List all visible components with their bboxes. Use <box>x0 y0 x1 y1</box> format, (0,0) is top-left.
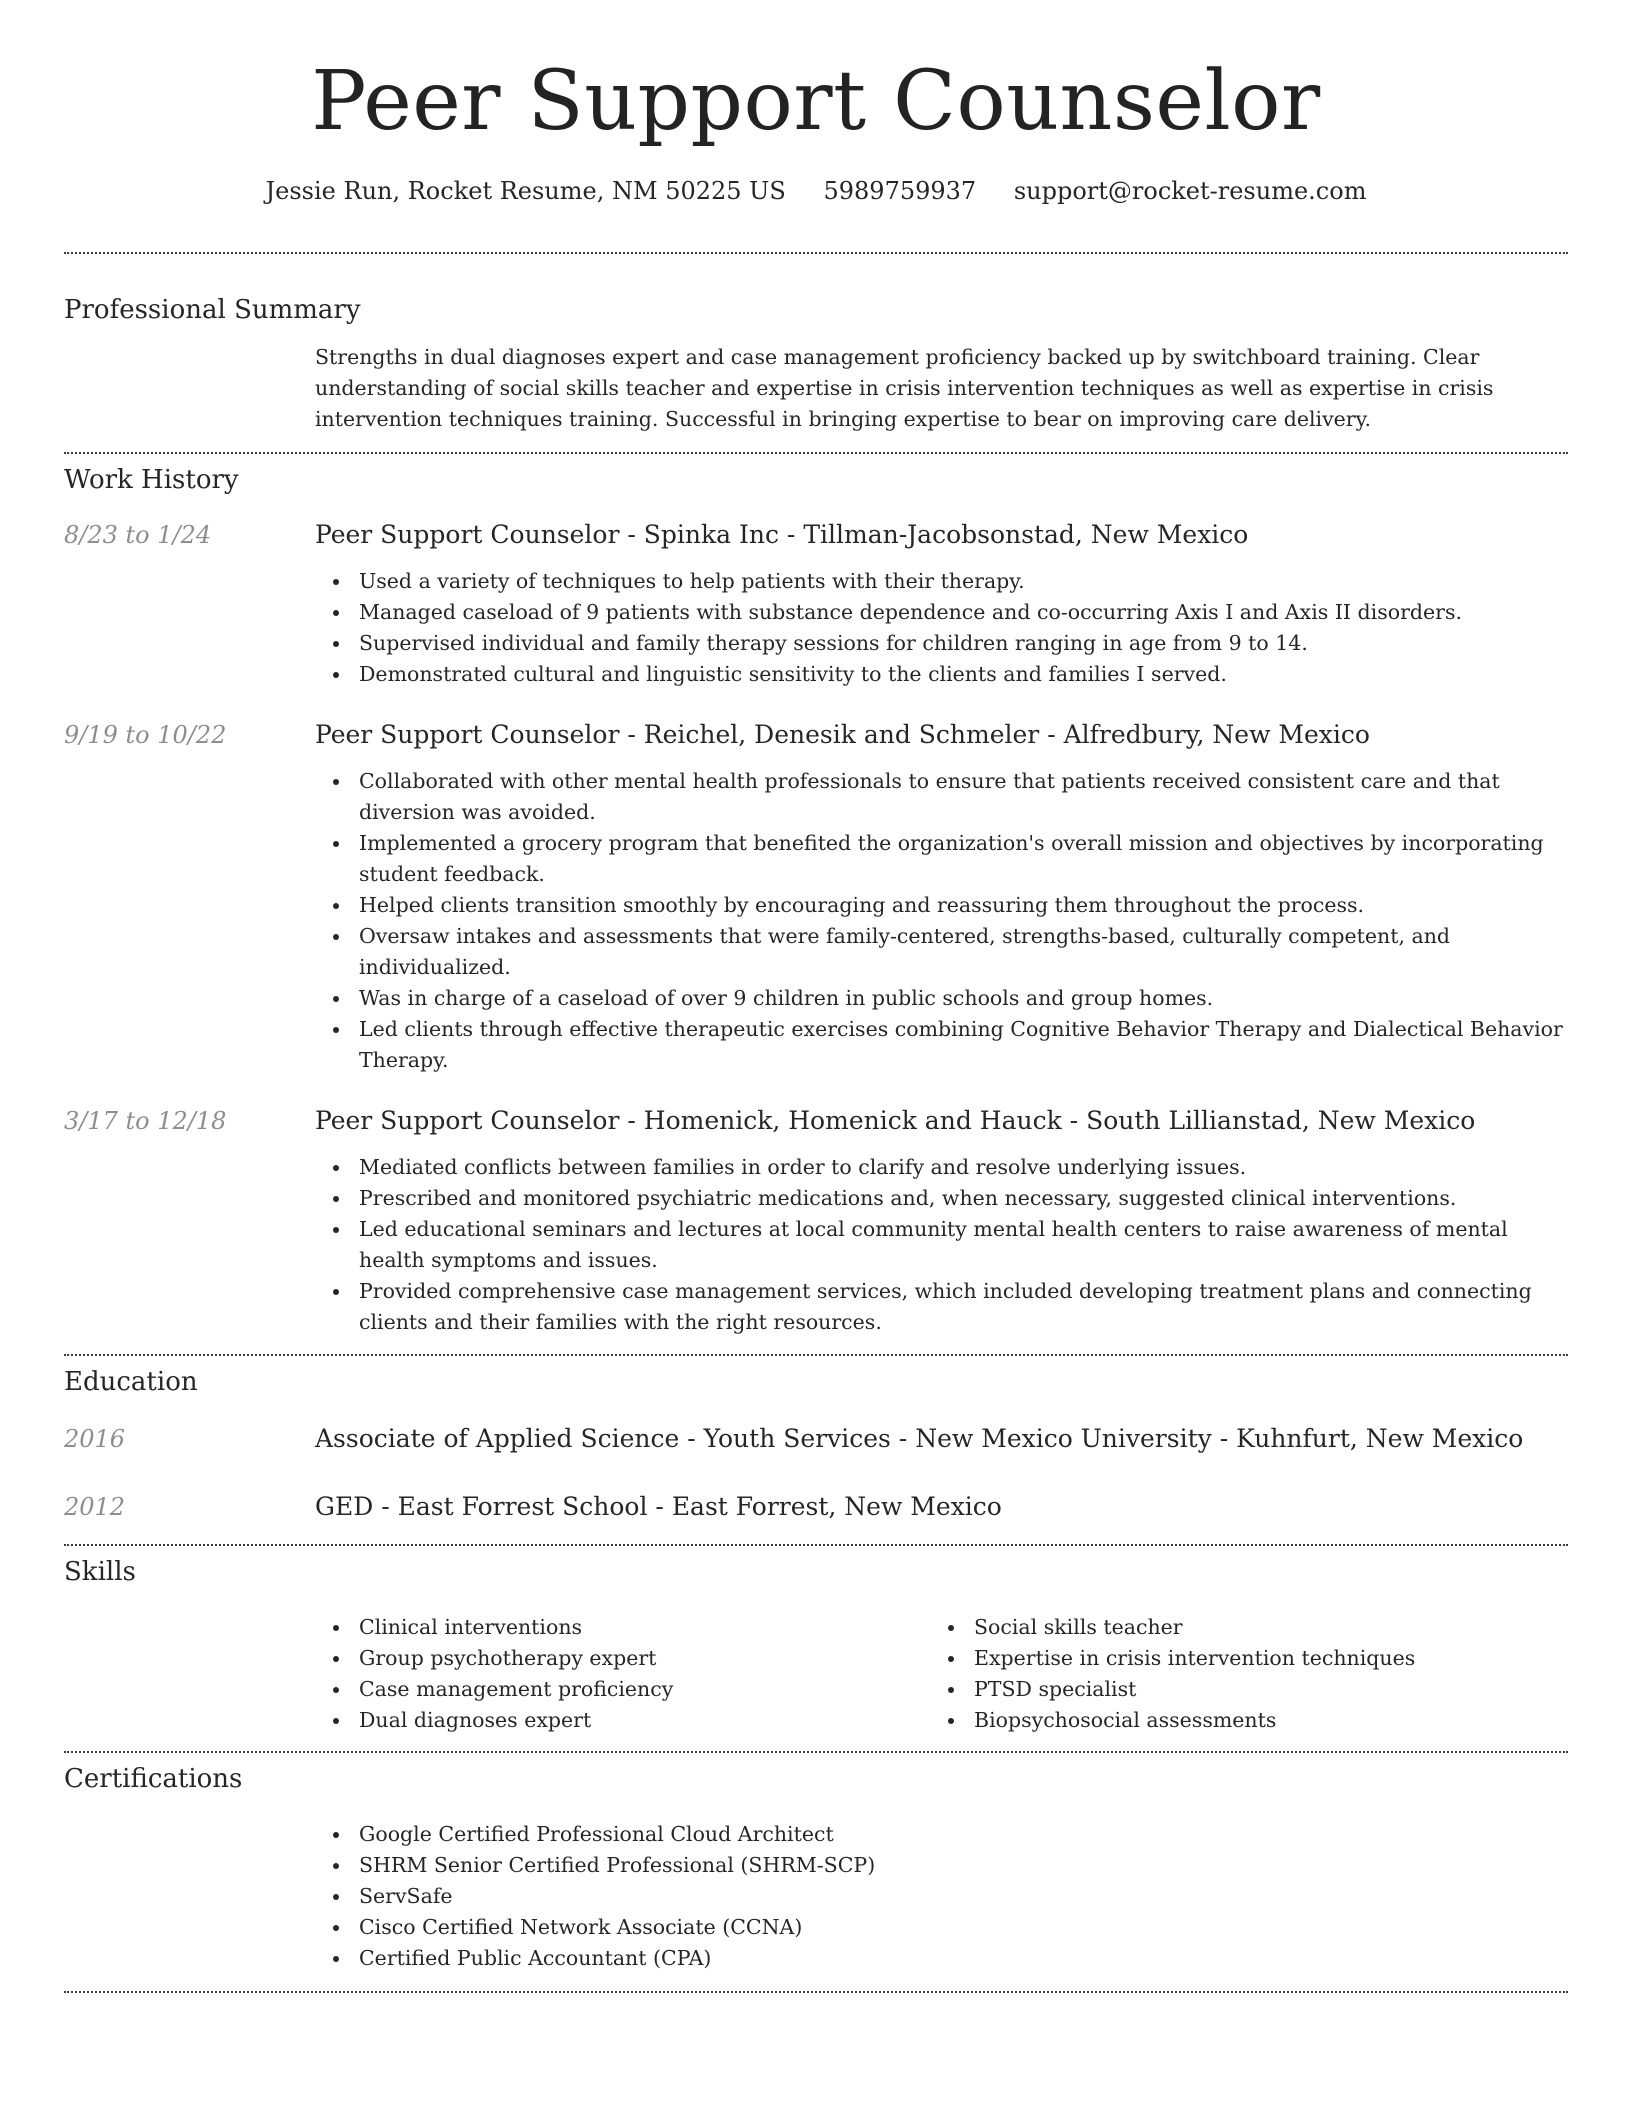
certification-item: SHRM Senior Certified Professional (SHRM-SCP) <box>315 1850 1568 1881</box>
list-item: Supervised individual and family therapy sessions for children ranging in age from 9 to 14. <box>315 628 1568 659</box>
contact-phone: 5989759937 <box>823 177 977 205</box>
job-bullets <box>315 766 1568 1076</box>
education-item <box>64 1492 1568 1524</box>
job-company: Homenick, Homenick and Hauck <box>643 1106 1062 1135</box>
skill-item: Clinical interventions <box>315 1612 930 1643</box>
job-dates: 8/23 to 1/24 <box>64 521 212 549</box>
list-item: Oversaw intakes and assessments that were family-centered, strengths-based, culturally competent, and individualized. <box>315 921 1568 983</box>
list-item: Prescribed and monitored psychiatric medications and, when necessary, suggested clinical interventions. <box>315 1183 1568 1214</box>
education-school: East Forrest School <box>397 1492 648 1521</box>
list-item: Managed caseload of 9 patients with substance dependence and co-occurring Axis I and Axis II disorders. <box>315 597 1568 628</box>
skills-list <box>315 1612 1568 1736</box>
education-degree: GED <box>315 1492 374 1521</box>
job-position: Peer Support Counselor <box>315 520 620 549</box>
skill-item: Social skills teacher <box>930 1612 1568 1643</box>
skill-item: Dual diagnoses expert <box>315 1705 930 1736</box>
resume-name: Peer Support Counselor <box>311 54 1321 149</box>
education-location: Kuhnfurt, New Mexico <box>1236 1424 1524 1453</box>
list-item: Provided comprehensive case management services, which included developing treatment plans and connecting clients and their families with the right resources. <box>315 1276 1568 1338</box>
skills-column <box>315 1612 930 1736</box>
skill-item: Case management proficiency <box>315 1674 930 1705</box>
list-item: Led educational seminars and lectures at local community mental health centers to raise awareness of mental health symptoms and issues. <box>315 1214 1568 1276</box>
certifications-list <box>315 1819 1568 1974</box>
skill-item: Biopsychosocial assessments <box>930 1705 1568 1736</box>
list-item: Demonstrated cultural and linguistic sensitivity to the clients and families I served. <box>315 659 1568 690</box>
job-header <box>64 1106 1568 1138</box>
job-dates: 3/17 to 12/18 <box>64 1107 227 1135</box>
divider <box>64 1354 1568 1356</box>
education-item <box>64 1424 1568 1456</box>
contact-address: Jessie Run, Rocket Resume, NM 50225 US <box>265 177 786 205</box>
list-item: Collaborated with other mental health professionals to ensure that patients received consistent care and that diversion was avoided. <box>315 766 1568 828</box>
divider <box>64 1991 1568 1993</box>
contact-email: support@rocket-resume.com <box>1013 177 1367 205</box>
list-item: Mediated conflicts between families in order to clarify and resolve underlying issues. <box>315 1152 1568 1183</box>
education-location: East Forrest, New Mexico <box>671 1492 1002 1521</box>
certification-item: Cisco Certified Network Associate (CCNA) <box>315 1912 1568 1943</box>
education-year: 2016 <box>64 1425 126 1453</box>
education-title: GED - East Forrest School - East Forrest, New Mexico <box>315 1492 1002 1521</box>
job-location: Alfredbury, New Mexico <box>1063 720 1370 749</box>
divider <box>64 452 1568 454</box>
job-company: Reichel, Denesik and Schmeler <box>643 720 1040 749</box>
list-item: Helped clients transition smoothly by encouraging and reassuring them throughout the process. <box>315 890 1568 921</box>
skills-column <box>930 1612 1568 1736</box>
divider <box>64 252 1568 254</box>
certification-item: Certified Public Accountant (CPA) <box>315 1943 1568 1974</box>
divider <box>64 1751 1568 1753</box>
section-title-skills: Skills <box>64 1557 136 1587</box>
resume-page <box>64 0 1568 1993</box>
job-header <box>64 720 1568 752</box>
job-bullets <box>315 1152 1568 1338</box>
job-location: South Lillianstad, New Mexico <box>1086 1106 1476 1135</box>
section-title-education: Education <box>64 1367 198 1397</box>
skill-item: Expertise in crisis intervention techniques <box>930 1643 1568 1674</box>
list-item: Used a variety of techniques to help patients with their therapy. <box>315 566 1568 597</box>
certification-item: ServSafe <box>315 1881 1568 1912</box>
job-company: Spinka Inc <box>643 520 779 549</box>
skill-item: PTSD specialist <box>930 1674 1568 1705</box>
section-title-work: Work History <box>64 465 239 495</box>
divider <box>64 1544 1568 1546</box>
education-degree: Associate of Applied Science - Youth Services <box>315 1424 891 1453</box>
job-header <box>64 520 1568 552</box>
education-year: 2012 <box>64 1493 126 1521</box>
section-title-summary: Professional Summary <box>64 295 361 325</box>
job-title: Peer Support Counselor - Homenick, Homenick and Hauck - South Lillianstad, New Mexico <box>315 1106 1476 1135</box>
list-item: Was in charge of a caseload of over 9 children in public schools and group homes. <box>315 983 1568 1014</box>
skill-item: Group psychotherapy expert <box>315 1643 930 1674</box>
education-title: Associate of Applied Science - Youth Services - New Mexico University - Kuhnfurt, New Mexico <box>315 1424 1524 1453</box>
job-location: Tillman-Jacobsonstad, New Mexico <box>803 520 1249 549</box>
job-title: Peer Support Counselor - Reichel, Denesik and Schmeler - Alfredbury, New Mexico <box>315 720 1370 749</box>
job-dates: 9/19 to 10/22 <box>64 721 227 749</box>
list-item: Implemented a grocery program that benefited the organization's overall mission and objectives by incorporating student feedback. <box>315 828 1568 890</box>
contact-line <box>64 176 1568 206</box>
certification-item: Google Certified Professional Cloud Architect <box>315 1819 1568 1850</box>
job-position: Peer Support Counselor <box>315 1106 620 1135</box>
summary-text: Strengths in dual diagnoses expert and case management proficiency backed up by switchboard training. Clear understanding of social skills teacher and expertise in crisis intervention techniques as well as expertise in crisis intervention techniques training. Successful in bringing expertise to bear on improving care delivery. <box>315 345 1494 431</box>
list-item: Led clients through effective therapeutic exercises combining Cognitive Behavior Therapy and Dialectical Behavior Therapy. <box>315 1014 1568 1076</box>
job-position: Peer Support Counselor <box>315 720 620 749</box>
section-title-certifications: Certifications <box>64 1764 243 1794</box>
job-title: Peer Support Counselor - Spinka Inc - Tillman-Jacobsonstad, New Mexico <box>315 520 1249 549</box>
education-school: New Mexico University <box>915 1424 1212 1453</box>
job-bullets <box>315 566 1568 690</box>
